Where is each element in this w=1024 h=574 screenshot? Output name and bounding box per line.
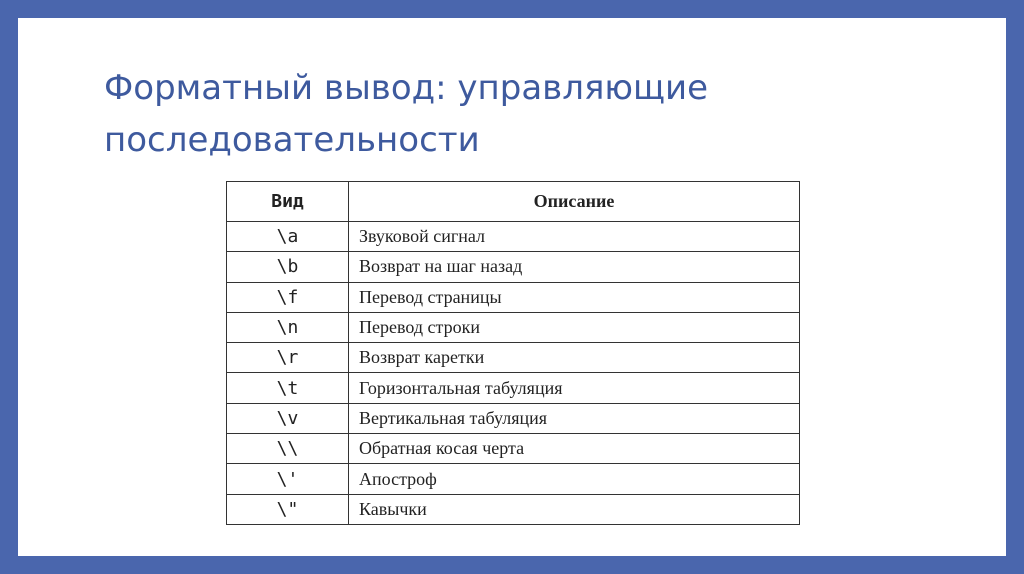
cell-description: Кавычки xyxy=(349,494,800,524)
cell-description: Возврат каретки xyxy=(349,343,800,373)
table-header xyxy=(227,182,800,222)
table-row xyxy=(227,403,800,433)
cell-description: Звуковой сигнал xyxy=(349,222,800,252)
slide-title-line-2: последовательности xyxy=(104,120,480,160)
escape-sequences-table xyxy=(226,181,800,525)
table-row xyxy=(227,312,800,342)
table-row xyxy=(227,252,800,282)
cell-kind: \v xyxy=(227,403,349,433)
table-row xyxy=(227,494,800,524)
cell-description: Обратная косая черта xyxy=(349,434,800,464)
slide-title-line-1: Форматный вывод: управляющие xyxy=(104,68,709,108)
cell-description: Вертикальная табуляция xyxy=(349,403,800,433)
cell-description: Горизонтальная табуляция xyxy=(349,373,800,403)
table-row xyxy=(227,464,800,494)
table-row xyxy=(227,282,800,312)
header-description: Описание xyxy=(349,182,800,222)
slide xyxy=(18,18,1006,556)
cell-description: Перевод страницы xyxy=(349,282,800,312)
table-row xyxy=(227,222,800,252)
cell-description: Апостроф xyxy=(349,464,800,494)
table-header-row xyxy=(227,182,800,222)
slide-title xyxy=(104,62,904,166)
cell-kind: \b xyxy=(227,252,349,282)
table-row xyxy=(227,434,800,464)
cell-kind: \t xyxy=(227,373,349,403)
table-body xyxy=(227,222,800,525)
cell-description: Возврат на шаг назад xyxy=(349,252,800,282)
cell-kind: \' xyxy=(227,464,349,494)
cell-kind: \r xyxy=(227,343,349,373)
header-kind: Вид xyxy=(227,182,349,222)
table-row xyxy=(227,343,800,373)
cell-kind: \\ xyxy=(227,434,349,464)
cell-kind: \f xyxy=(227,282,349,312)
escape-sequences-table-container xyxy=(226,181,800,525)
cell-description: Перевод строки xyxy=(349,312,800,342)
cell-kind: \a xyxy=(227,222,349,252)
table-row xyxy=(227,373,800,403)
cell-kind: \" xyxy=(227,494,349,524)
cell-kind: \n xyxy=(227,312,349,342)
